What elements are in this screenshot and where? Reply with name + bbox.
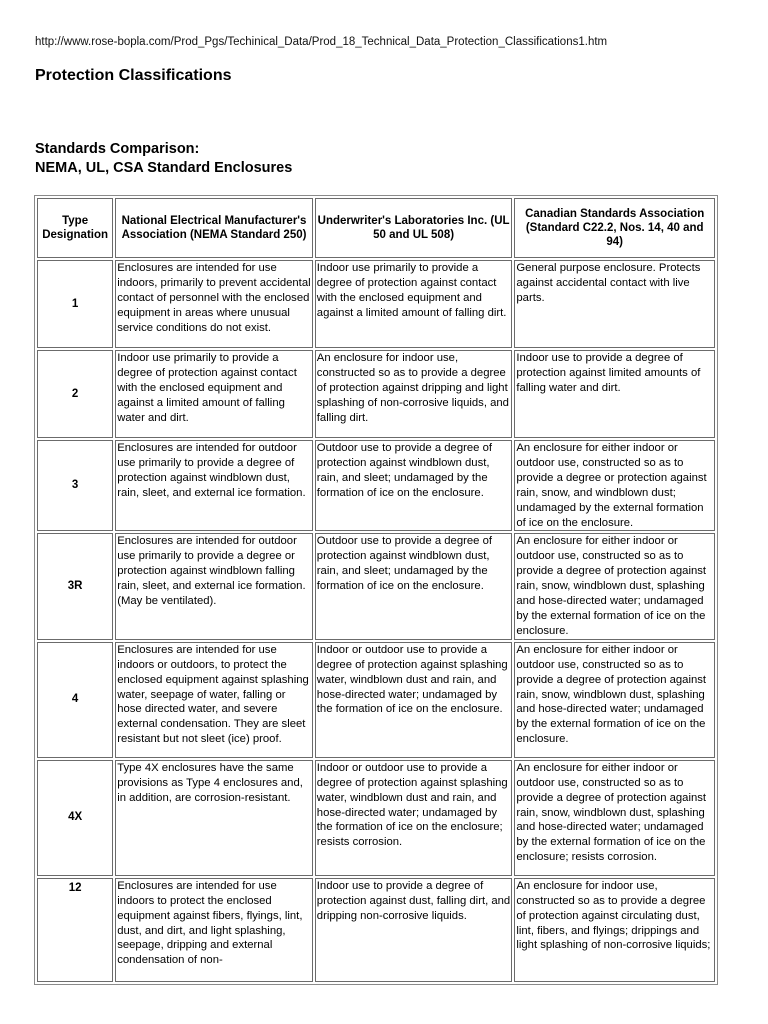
table-row [37,350,715,438]
nema-cell: Enclosures are intended for outdoor use primarily to provide a degree of protection against windblown dust, rain, sleet, and external ice formation. [115,440,313,531]
section-title [35,140,292,178]
section-title-line1: Standards Comparison: [35,141,200,157]
standards-comparison-table-container [34,195,718,985]
page-url: http://www.rose-bopla.com/Prod_Pgs/Techinical_Data/Prod_18_Technical_Data_Protection_Classifications1.htm [35,36,608,48]
ul-cell: Outdoor use to provide a degree of protection against windblown dust, rain, and sleet; undamaged by the formation of ice on the enclosure. [315,533,513,639]
ul-cell: Indoor use primarily to provide a degree of protection against contact with the enclosed equipment and against a limited amount of falling dirt. [315,260,513,348]
csa-cell: An enclosure for either indoor or outdoor use, constructed so as to provide a degree of protection against rain, snow, windblown dust, splashing and hose-directed water; undamaged by the external formation of ice on the enclosure. [514,642,715,758]
header-type-designation: Type Designation [37,198,113,258]
ul-cell: Indoor or outdoor use to provide a degree of protection against splashing water, windblown dust and rain, and hose-directed water; undamaged by the formation of ice on the enclosure; resists corrosion. [315,760,513,876]
csa-cell: Indoor use to provide a degree of protection against limited amounts of falling water and dirt. [514,350,715,438]
section-title-line2: NEMA, UL, CSA Standard Enclosures [35,160,293,176]
ul-cell: Outdoor use to provide a degree of protection against windblown dust, rain, and sleet; undamaged by the formation of ice on the enclosure. [315,440,513,531]
table-row [37,533,715,639]
header-csa: Canadian Standards Association (Standard C22.2, Nos. 14, 40 and 94) [514,198,715,258]
csa-cell: General purpose enclosure. Protects against accidental contact with live parts. [514,260,715,348]
ul-cell: An enclosure for indoor use, constructed so as to provide a degree of protection against dripping and light splashing of non-corrosive liquids, and falling dirt. [315,350,513,438]
nema-cell: Enclosures are intended for use indoors or outdoors, to protect the enclosed equipment against splashing water, seepage of water, falling or hose directed water, and severe external condensation. They are sleet resistant but not sleet (ice) proof. [115,642,313,758]
page-title: Protection Classifications [35,67,232,84]
type-cell: 12 [37,878,113,982]
csa-cell: An enclosure for either indoor or outdoor use, constructed so as to provide a degree or protection against rain, snow, and windblown dust; undamaged by the external formation of ice on the enclosure. [514,440,715,531]
nema-cell: Enclosures are intended for use indoors, primarily to prevent accidental contact of personnel with the enclosed equipment in areas where unusual service conditions do not exist. [115,260,313,348]
type-cell: 4X [37,760,113,876]
type-cell: 4 [37,642,113,758]
header-nema: National Electrical Manufacturer's Association (NEMA Standard 250) [115,198,313,258]
csa-cell: An enclosure for either indoor or outdoor use, constructed so as to provide a degree of protection against rain, snow, windblown dust, splashing and hose-directed water; undamaged by the external formation of ice on the enclosure; resists corrosion. [514,760,715,876]
nema-cell: Indoor use primarily to provide a degree of protection against contact with the enclosed equipment and against a limited amount of falling water and dirt. [115,350,313,438]
table-row [37,760,715,876]
type-cell: 1 [37,260,113,348]
ul-cell: Indoor or outdoor use to provide a degree of protection against splashing water, windblown dust and rain, and hose-directed water; undamaged by the formation of ice on the enclosure. [315,642,513,758]
csa-cell: An enclosure for indoor use, constructed so as to provide a degree of protection against circulating dust, lint, fibers, and flyings; drippings and light splashing of non-corrosive liquids; [514,878,715,982]
type-cell: 3R [37,533,113,639]
csa-cell: An enclosure for either indoor or outdoor use, constructed so as to provide a degree of protection against rain, snow, windblown dust, splashing and hose-directed water; undamaged by the external formation of ice on the enclosure. [514,533,715,639]
standards-comparison-table [35,196,717,984]
table-header-row [37,198,715,258]
table-row [37,642,715,758]
nema-cell: Enclosures are intended for outdoor use primarily to provide a degree or protection against windblown falling rain, sleet, and external ice formation. (May be ventilated). [115,533,313,639]
type-cell: 3 [37,440,113,531]
table-row [37,440,715,531]
table-row [37,260,715,348]
nema-cell: Type 4X enclosures have the same provisions as Type 4 enclosures and, in addition, are corrosion-resistant. [115,760,313,876]
table-row [37,878,715,982]
header-ul: Underwriter's Laboratories Inc. (UL 50 and UL 508) [315,198,513,258]
type-cell: 2 [37,350,113,438]
nema-cell: Enclosures are intended for use indoors to protect the enclosed equipment against fibers, flyings, lint, dust, and dirt, and light splashing, seepage, dripping and external condensation of non- [115,878,313,982]
ul-cell: Indoor use to provide a degree of protection against dust, falling dirt, and dripping non-corrosive liquids. [315,878,513,982]
